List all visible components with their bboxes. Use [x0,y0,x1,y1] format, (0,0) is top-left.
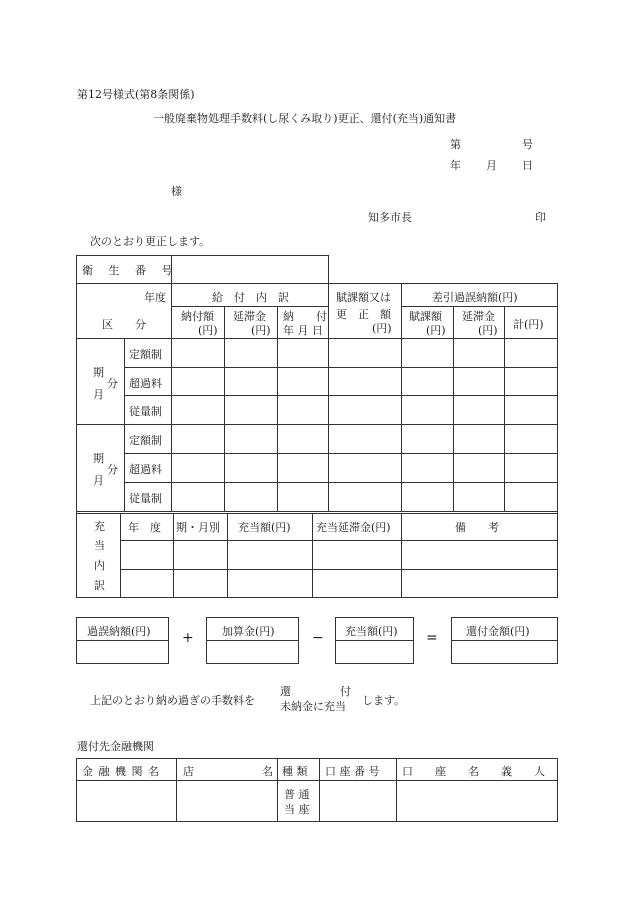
late-fee-label: 延滞金 [233,310,266,323]
allocation-label-2: 当 [94,539,105,552]
allocation-year-label: 年 度 [128,521,161,534]
bank-type-current: 当 座 [284,803,310,816]
statement-refund-b: 付 [340,685,351,698]
issuer: 知多市長 [368,211,412,224]
addition-box-label: 加算金(円) [222,625,275,638]
row-fixed-2: 定額制 [129,434,162,447]
bank-type-ordinary: 普 通 [284,788,310,801]
form-number: 第12号様式(第8条関係) [77,88,195,101]
fiscal-year-label: 年度 [144,291,166,304]
statement-prefix: 上記のとおり納め過ぎの手数料を [90,694,255,707]
bank-branch-label-a: 店 [183,765,194,778]
overpaid-assessed-label: 賦課額 [409,310,442,323]
row-metered-1: 従量制 [129,405,162,418]
paid-amount-label: 納付額 [181,310,214,323]
category-label: 区 分 [102,318,146,331]
period-2-tsuki: 月 [93,474,104,487]
overpaid-assessed-unit: (円) [426,324,446,337]
minus-sign: − [312,630,324,646]
period-2-ki: 期 [93,452,104,465]
row-excess-2: 超過料 [129,463,162,476]
total-label: 計(円) [513,318,544,331]
assessed-unit: (円) [372,322,392,335]
bank-section-label: 還付先金融機関 [77,740,154,753]
equals-sign: = [426,630,438,646]
period-2-bun: 分 [107,463,118,476]
addressee-suffix: 様 [171,185,182,198]
applied-box-label: 充当額(円) [345,625,398,638]
statement-refund-a: 還 [280,685,291,698]
date-month: 月 [486,159,497,172]
period-1-bun: 分 [107,377,118,390]
date-day: 日 [522,159,533,172]
payment-detail-label: 給 付 内 訳 [212,291,289,304]
allocation-label-4: 訳 [94,579,105,592]
row-fixed-1: 定額制 [129,348,162,361]
date-year: 年 [450,159,461,172]
period-1-tsuki: 月 [93,388,104,401]
paid-amount-unit: (円) [198,324,218,337]
allocation-label-3: 内 [94,559,105,572]
late-fee-unit: (円) [251,324,271,337]
refund-box-label: 還付金額(円) [466,625,530,638]
sanitation-number-label: 衛 生 番 号 [82,264,179,277]
overpaid-amount-label: 差引過誤納額(円) [432,291,518,304]
overpaid-box-label: 過誤納額(円) [87,625,151,638]
bank-account-holder-label: 口 座 名 義 人 [402,765,545,778]
corrected-amount-label: 更 正 額 [336,308,391,321]
allocation-label-1: 充 [94,520,105,533]
allocation-notes-label: 備 考 [455,521,499,534]
bank-account-number-label: 口 座 番 号 [325,765,380,778]
statement-suffix: します。 [362,694,406,707]
bank-institution-label: 金 融 機 関 名 [82,765,160,778]
allocation-period-label: 期・月別 [176,521,220,534]
paid-date-sublabel: 年 月 日 [283,324,323,337]
overpaid-late-label: 延滞金 [462,310,495,323]
bank-type-label: 種 類 [282,765,308,778]
assessed-amount-label: 賦課額又は [336,291,391,304]
document-title: 一般廃棄物処理手数料(し尿くみ取り)更正、還付(充当)通知書 [153,112,457,125]
overpaid-late-unit: (円) [478,324,498,337]
plus-sign: + [182,630,194,646]
statement-apply-option: 未納金に充当 [280,700,346,713]
bank-branch-label-b: 名 [262,765,273,778]
allocation-late-label: 充当延滞金(円) [316,521,391,534]
doc-number-prefix: 第 [450,138,461,151]
intro-text: 次のとおり更正します。 [90,235,211,248]
allocation-amount-label: 充当額(円) [238,521,291,534]
doc-number-suffix: 号 [522,138,533,151]
seal: 印 [535,211,546,224]
paid-date-label: 納 付 [283,310,327,323]
row-metered-2: 従量制 [129,492,162,505]
period-1-ki: 期 [93,366,104,379]
row-excess-1: 超過料 [129,377,162,390]
